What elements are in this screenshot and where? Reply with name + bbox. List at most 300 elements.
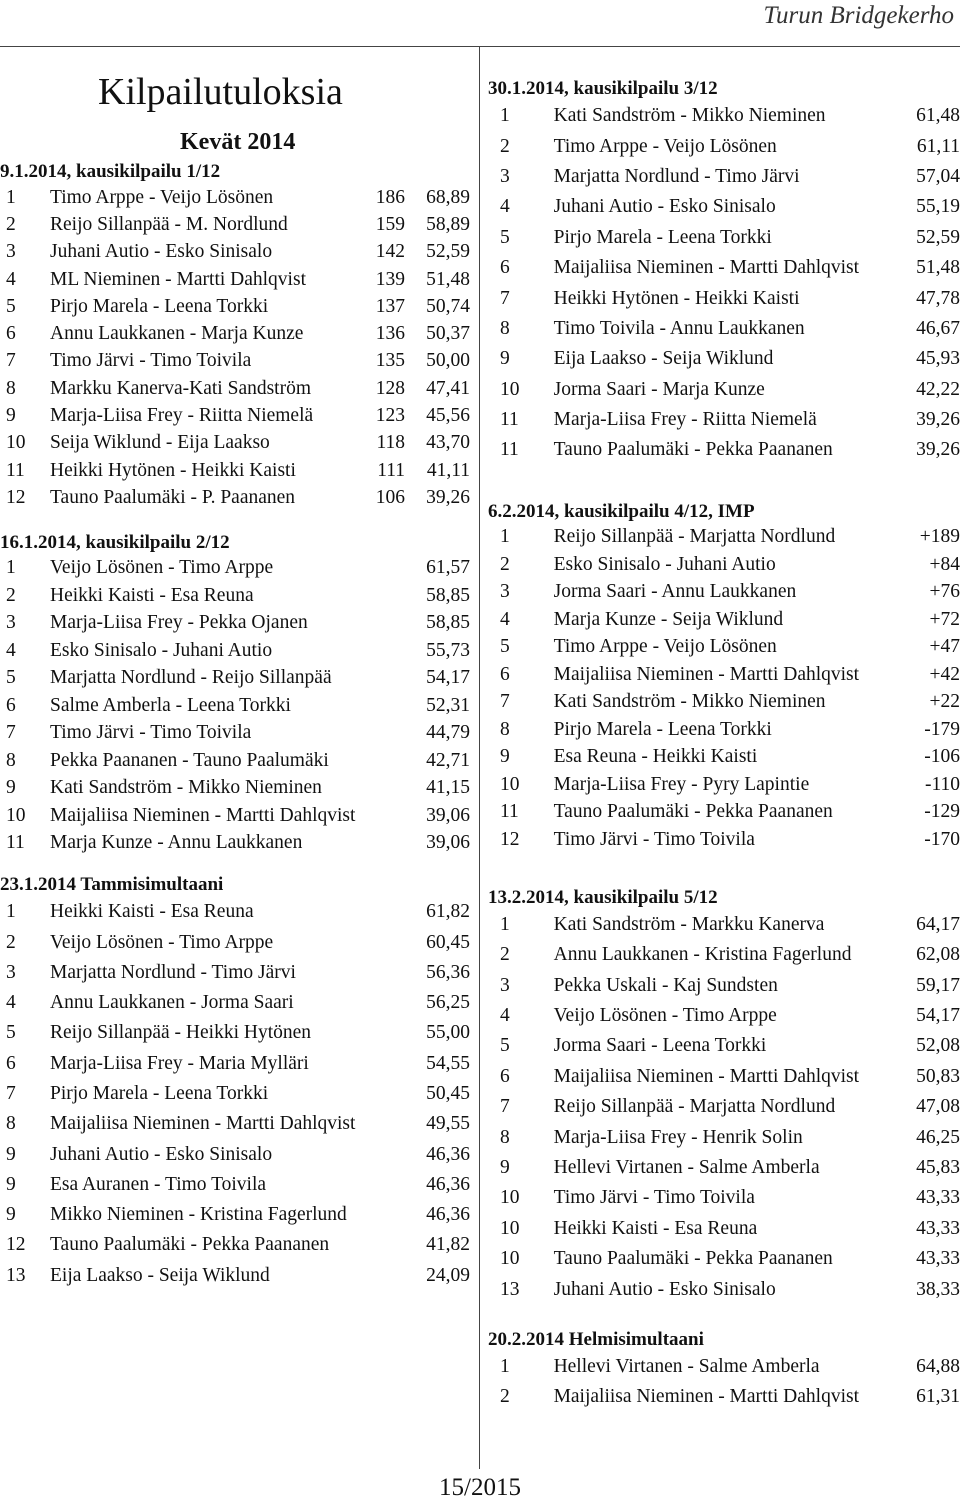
pair-name-cell: Veijo Lösönen - Timo Arppe (50, 557, 274, 579)
results-section-3 (0, 873, 470, 1291)
rank-cell: 9 (6, 1143, 16, 1165)
result-row (0, 239, 470, 266)
rank-cell: 9 (6, 1173, 16, 1195)
pair-name-cell: Pirjo Marela - Leena Torkki (50, 1082, 269, 1104)
rank-cell: 8 (500, 718, 510, 740)
rank-cell: 2 (6, 931, 16, 953)
result-row (0, 555, 470, 583)
pair-name-cell: Tauno Paalumäki - P. Paananen (50, 486, 296, 508)
score-cell: 38,33 (916, 1278, 960, 1300)
page-number: 15/2015 (439, 1474, 521, 1501)
rank-cell: 2 (500, 1385, 510, 1407)
page-title: Kilpailutuloksia (98, 71, 343, 113)
pair-name-cell: Tauno Paalumäki - Pekka Paananen (553, 1248, 833, 1270)
results-table (488, 1352, 960, 1412)
score-cell: 55,19 (916, 196, 960, 218)
pair-name-cell: Veijo Lösönen - Timo Arppe (50, 931, 274, 953)
score-cell: 68,89 (426, 186, 470, 208)
rank-cell: 6 (500, 663, 510, 685)
score-cell: +72 (929, 608, 960, 630)
result-row (488, 1153, 960, 1183)
result-row (488, 1352, 960, 1382)
pair-name-cell: Jorma Saari - Annu Laukkanen (553, 581, 797, 603)
pair-name-cell: Pekka Paananen - Tauno Paalumäki (50, 749, 329, 771)
result-row (488, 799, 960, 827)
result-row (0, 375, 470, 402)
result-row (488, 970, 960, 1000)
rank-cell: 12 (6, 486, 26, 508)
rank-cell: 13 (500, 1278, 520, 1300)
rank-cell: 4 (6, 268, 16, 290)
result-row (488, 192, 960, 222)
rank-cell: 4 (500, 1005, 510, 1027)
pair-name-cell: Reijo Sillanpää - M. Nordlund (50, 213, 288, 235)
pair-name-cell: Heikki Kaisti - Esa Reuna (553, 1217, 758, 1239)
pair-name-cell: Salme Amberla - Leena Torkki (50, 694, 291, 716)
score-cell: 39,06 (426, 804, 470, 826)
score-cell: 46,67 (916, 317, 960, 339)
section-title: 6.2.2014, kausikilpailu 4/12, IMP (488, 500, 755, 522)
pair-name-cell: Marjatta Nordlund - Timo Järvi (50, 961, 296, 983)
pair-name-cell: Maijaliisa Nieminen - Martti Dahlqvist (50, 1113, 356, 1135)
result-row (488, 634, 960, 662)
pair-name-cell: Markku Kanerva-Kati Sandström (50, 377, 312, 399)
pair-name-cell: Eija Laakso - Seija Wiklund (553, 348, 774, 370)
pair-name-cell: Heikki Kaisti - Esa Reuna (50, 901, 254, 923)
score-cell: 50,00 (426, 350, 470, 372)
pair-name-cell: Marja Kunze - Annu Laukkanen (50, 832, 303, 854)
rank-cell: 5 (6, 1022, 16, 1044)
pair-name-cell: Heikki Hytönen - Heikki Kaisti (50, 459, 296, 481)
result-row (488, 1382, 960, 1412)
points-cell: 142 (375, 241, 405, 263)
rank-cell: 3 (6, 961, 16, 983)
season-heading: Kevät 2014 (180, 129, 296, 155)
rank-cell: 3 (6, 241, 16, 263)
rank-cell: 2 (500, 135, 510, 157)
score-cell: +189 (919, 526, 960, 548)
result-row (488, 606, 960, 634)
rank-cell: 8 (500, 317, 510, 339)
score-cell: 45,56 (426, 405, 470, 427)
pair-name-cell: Annu Laukkanen - Jorma Saari (50, 992, 294, 1014)
rank-cell: 8 (6, 1113, 16, 1135)
rank-cell: 11 (500, 439, 519, 461)
rank-cell: 6 (6, 1052, 16, 1074)
pair-name-cell: Juhani Autio - Esko Sinisalo (553, 196, 776, 218)
result-row (488, 162, 960, 192)
results-table (0, 184, 470, 512)
score-cell: +47 (929, 636, 960, 658)
pair-name-cell: Maijaliisa Nieminen - Martti Dahlqvist (553, 1065, 860, 1087)
pair-name-cell: Pirjo Marela - Leena Torkki (553, 226, 772, 248)
pair-name-cell: Hellevi Virtanen - Salme Amberla (553, 1355, 820, 1377)
points-cell: 139 (375, 268, 405, 290)
result-row (0, 184, 470, 211)
score-cell: 54,17 (426, 667, 470, 689)
result-row (488, 314, 960, 344)
result-row (0, 720, 470, 748)
rank-cell: 4 (500, 608, 510, 630)
rank-cell: 7 (6, 350, 16, 372)
score-cell: 50,37 (426, 323, 470, 345)
rank-cell: 9 (500, 348, 510, 370)
points-cell: 106 (375, 486, 405, 508)
score-cell: 47,78 (916, 287, 960, 309)
score-cell: 41,82 (426, 1234, 470, 1256)
score-cell: 46,25 (916, 1126, 960, 1148)
result-row (0, 320, 470, 347)
rank-cell: 1 (500, 526, 510, 548)
rank-cell: 9 (6, 405, 16, 427)
rank-cell: 10 (6, 804, 26, 826)
rank-cell: 8 (6, 377, 16, 399)
result-row (488, 771, 960, 799)
score-cell: 45,93 (916, 348, 960, 370)
result-row (488, 826, 960, 854)
result-row (0, 747, 470, 775)
score-cell: 61,31 (916, 1385, 960, 1407)
pair-name-cell: Kati Sandström - Mikko Nieminen (553, 105, 826, 127)
result-row (488, 744, 960, 772)
result-row (488, 1183, 960, 1213)
rank-cell: 11 (500, 801, 519, 823)
results-table (488, 524, 960, 854)
score-cell: 64,88 (916, 1355, 960, 1377)
pair-name-cell: Marjatta Nordlund - Timo Järvi (553, 165, 800, 187)
result-row (488, 910, 960, 940)
rank-cell: 7 (6, 1082, 16, 1104)
results-table (488, 101, 960, 466)
result-row (488, 1122, 960, 1152)
pair-name-cell: Marja-Liisa Frey - Maria Mylläri (50, 1052, 309, 1074)
result-row (0, 1139, 470, 1169)
result-row (488, 435, 960, 465)
result-row (488, 1062, 960, 1092)
rank-cell: 12 (500, 828, 520, 850)
score-cell: -110 (924, 773, 960, 795)
result-row (488, 344, 960, 374)
section-title: 30.1.2014, kausikilpailu 3/12 (488, 78, 718, 99)
score-cell: 51,48 (916, 257, 960, 279)
result-row (0, 958, 470, 988)
pair-name-cell: Esa Auranen - Timo Toivila (50, 1173, 267, 1195)
result-row (488, 101, 960, 131)
pair-name-cell: Juhani Autio - Esko Sinisalo (553, 1278, 776, 1300)
points-cell: 111 (377, 459, 405, 481)
score-cell: -129 (924, 801, 960, 823)
rank-cell: 5 (6, 667, 16, 689)
result-row (488, 524, 960, 552)
pair-name-cell: Eija Laakso - Seija Wiklund (50, 1264, 270, 1286)
results-section-1 (0, 160, 470, 512)
result-row (0, 988, 470, 1018)
pair-name-cell: Heikki Kaisti - Esa Reuna (50, 584, 254, 606)
score-cell: 46,36 (426, 1173, 470, 1195)
result-row (0, 1230, 470, 1260)
results-section-7 (488, 1328, 960, 1412)
result-row (488, 551, 960, 579)
pair-name-cell: Kati Sandström - Markku Kanerva (553, 913, 825, 935)
section-title: 23.1.2014 Tammisimultaani (0, 874, 224, 896)
score-cell: 43,33 (916, 1187, 960, 1209)
result-row (488, 1274, 960, 1304)
pair-name-cell: Annu Laukkanen - Marja Kunze (50, 323, 304, 345)
pair-name-cell: Timo Toivila - Annu Laukkanen (553, 317, 805, 339)
score-cell: 56,25 (426, 992, 470, 1014)
rank-cell: 1 (6, 186, 16, 208)
rank-cell: 3 (500, 974, 510, 996)
rank-cell: 2 (6, 584, 16, 606)
pair-name-cell: Mikko Nieminen - Kristina Fagerlund (50, 1204, 347, 1226)
score-cell: -170 (924, 828, 960, 850)
score-cell: 61,82 (426, 901, 470, 923)
result-row (0, 430, 470, 457)
result-row (488, 716, 960, 744)
score-cell: 61,48 (916, 105, 960, 127)
score-cell: 46,36 (426, 1143, 470, 1165)
pair-name-cell: Timo Arppe - Veijo Lösönen (553, 636, 777, 658)
pair-name-cell: Timo Arppe - Veijo Lösönen (553, 135, 777, 157)
result-row (0, 582, 470, 610)
result-row (488, 1031, 960, 1061)
result-row (488, 223, 960, 253)
result-row (0, 897, 470, 927)
section-title: 13.2.2014, kausikilpailu 5/12 (488, 886, 718, 908)
result-row (0, 211, 470, 238)
rank-cell: 9 (6, 1204, 16, 1226)
pair-name-cell: Kati Sandström - Mikko Nieminen (553, 691, 826, 713)
rank-cell: 5 (500, 1035, 510, 1057)
score-cell: 54,55 (426, 1052, 470, 1074)
result-row (488, 579, 960, 607)
rank-cell: 1 (500, 1355, 510, 1377)
points-cell: 135 (375, 350, 405, 372)
rank-cell: 13 (6, 1264, 26, 1286)
rank-cell: 5 (500, 226, 510, 248)
score-cell: 24,09 (426, 1264, 470, 1286)
rank-cell: 12 (6, 1234, 26, 1256)
rank-cell: 6 (6, 323, 16, 345)
rank-cell: 2 (500, 553, 510, 575)
rank-cell: 9 (6, 777, 16, 799)
result-row (488, 283, 960, 313)
score-cell: 61,11 (916, 135, 960, 157)
result-row (488, 131, 960, 161)
result-row (488, 375, 960, 405)
points-cell: 159 (375, 213, 405, 235)
rank-cell: 10 (6, 432, 26, 454)
pair-name-cell: Juhani Autio - Esko Sinisalo (50, 1143, 273, 1165)
score-cell: 58,85 (426, 612, 470, 634)
column-divider (479, 47, 480, 1469)
points-cell: 123 (375, 405, 405, 427)
rank-cell: 11 (6, 459, 25, 481)
score-cell: 43,70 (426, 432, 470, 454)
pair-name-cell: Jorma Saari - Leena Torkki (553, 1035, 767, 1057)
rank-cell: 8 (6, 749, 16, 771)
score-cell: 57,04 (916, 165, 960, 187)
rank-cell: 7 (500, 1096, 510, 1118)
score-cell: 51,48 (426, 268, 470, 290)
pair-name-cell: Esko Sinisalo - Juhani Autio (553, 553, 776, 575)
score-cell: 54,17 (916, 1005, 960, 1027)
rank-cell: 9 (500, 746, 510, 768)
pair-name-cell: Marja-Liisa Frey - Pyry Lapintie (553, 773, 810, 795)
section-title: 16.1.2014, kausikilpailu 2/12 (0, 531, 230, 553)
result-row (0, 1109, 470, 1139)
results-table (488, 910, 960, 1305)
result-row (0, 457, 470, 484)
result-row (0, 293, 470, 320)
pair-name-cell: Pirjo Marela - Leena Torkki (50, 295, 269, 317)
pair-name-cell: Esko Sinisalo - Juhani Autio (50, 639, 273, 661)
rank-cell: 10 (500, 1248, 520, 1270)
result-row (0, 1261, 470, 1291)
result-row (0, 775, 470, 803)
result-row (0, 1170, 470, 1200)
score-cell: 64,17 (916, 913, 960, 935)
score-cell: 39,26 (916, 439, 960, 461)
pair-name-cell: Jorma Saari - Marja Kunze (553, 378, 765, 400)
rank-cell: 5 (6, 295, 16, 317)
result-row (488, 253, 960, 283)
score-cell: 46,36 (426, 1204, 470, 1226)
pair-name-cell: Marja-Liisa Frey - Riitta Niemelä (553, 409, 817, 431)
rank-cell: 4 (6, 992, 16, 1014)
score-cell: +42 (929, 663, 960, 685)
rank-cell: 3 (500, 581, 510, 603)
rank-cell: 2 (6, 213, 16, 235)
rank-cell: 1 (6, 557, 16, 579)
rank-cell: 6 (500, 257, 510, 279)
rank-cell: 6 (6, 694, 16, 716)
pair-name-cell: Pekka Uskali - Kaj Sundsten (553, 974, 778, 996)
score-cell: 60,45 (426, 931, 470, 953)
pair-name-cell: Tauno Paalumäki - Pekka Paananen (553, 801, 833, 823)
rank-cell: 9 (500, 1157, 510, 1178)
score-cell: 58,85 (426, 584, 470, 606)
score-cell: 39,26 (916, 409, 960, 431)
rank-cell: 2 (500, 944, 510, 966)
rank-cell: 10 (500, 1187, 520, 1209)
pair-name-cell: Reijo Sillanpää - Heikki Hytönen (50, 1022, 312, 1044)
score-cell: 50,83 (916, 1065, 960, 1087)
pair-name-cell: Timo Järvi - Timo Toivila (553, 828, 755, 850)
pair-name-cell: Timo Järvi - Timo Toivila (553, 1187, 755, 1209)
score-cell: -179 (924, 718, 960, 740)
points-cell: 118 (376, 432, 405, 454)
score-cell: -106 (924, 746, 960, 768)
score-cell: +76 (929, 581, 960, 603)
points-cell: 128 (375, 377, 405, 399)
pair-name-cell: Timo Järvi - Timo Toivila (50, 722, 252, 744)
pair-name-cell: Heikki Hytönen - Heikki Kaisti (553, 287, 800, 309)
score-cell: 49,55 (426, 1113, 470, 1135)
result-row (488, 405, 960, 435)
score-cell: 41,11 (426, 459, 470, 481)
pair-name-cell: Marja Kunze - Seija Wiklund (553, 608, 784, 630)
pair-name-cell: Timo Järvi - Timo Toivila (50, 350, 252, 372)
rank-cell: 5 (500, 636, 510, 658)
score-cell: 59,17 (916, 974, 960, 996)
score-cell: 41,15 (426, 777, 470, 799)
points-cell: 186 (375, 186, 405, 208)
pair-name-cell: Juhani Autio - Esko Sinisalo (50, 241, 273, 263)
rank-cell: 4 (500, 196, 510, 218)
score-cell: 50,45 (426, 1082, 470, 1104)
pair-name-cell: Marja-Liisa Frey - Henrik Solin (553, 1126, 803, 1148)
score-cell: 62,08 (916, 944, 960, 966)
result-row (0, 802, 470, 830)
right-column (488, 77, 960, 1412)
score-cell: 39,26 (426, 486, 470, 508)
rank-cell: 10 (500, 1217, 520, 1239)
result-row (0, 830, 470, 858)
score-cell: 50,74 (426, 295, 470, 317)
score-cell: 44,79 (426, 722, 470, 744)
pair-name-cell: Tauno Paalumäki - Pekka Paananen (50, 1234, 330, 1256)
results-section-2 (0, 531, 470, 858)
section-title: 20.2.2014 Helmisimultaani (488, 1328, 704, 1350)
result-row (0, 1018, 470, 1048)
result-row (0, 637, 470, 665)
rank-cell: 1 (500, 105, 510, 127)
rank-cell: 3 (6, 612, 16, 634)
score-cell: 52,59 (426, 241, 470, 263)
result-row (488, 1214, 960, 1244)
score-cell: 55,73 (426, 639, 470, 661)
pair-name-cell: Seija Wiklund - Eija Laakso (50, 432, 270, 454)
score-cell: 52,31 (426, 694, 470, 716)
result-row (0, 1049, 470, 1079)
rank-cell: 1 (6, 901, 16, 923)
pair-name-cell: Marja-Liisa Frey - Pekka Ojanen (50, 612, 308, 634)
result-row (0, 610, 470, 638)
pair-name-cell: Maijaliisa Nieminen - Martti Dahlqvist (553, 663, 860, 685)
pair-name-cell: Marjatta Nordlund - Reijo Sillanpää (50, 667, 332, 689)
score-cell: 61,57 (426, 557, 470, 579)
result-row (0, 1079, 470, 1109)
score-cell: 52,08 (916, 1035, 960, 1057)
score-cell: 39,06 (426, 832, 470, 854)
pair-name-cell: Reijo Sillanpää - Marjatta Nordlund (553, 1096, 836, 1118)
rank-cell: 10 (500, 378, 520, 400)
rank-cell: 1 (500, 913, 510, 935)
section-title: 9.1.2014, kausikilpailu 1/12 (0, 161, 221, 182)
result-row (0, 484, 470, 511)
rank-cell: 7 (500, 287, 510, 309)
rank-cell: 11 (500, 409, 519, 431)
pair-name-cell: Esa Reuna - Heikki Kaisti (553, 746, 758, 768)
score-cell: 43,33 (916, 1217, 960, 1239)
rank-cell: 6 (500, 1065, 510, 1087)
pair-name-cell: Hellevi Virtanen - Salme Amberla (553, 1157, 820, 1178)
score-cell: 42,22 (916, 378, 960, 400)
score-cell: 56,36 (426, 961, 470, 983)
rank-cell: 3 (500, 165, 510, 187)
result-row (488, 661, 960, 689)
result-row (0, 692, 470, 720)
result-row (0, 1200, 470, 1230)
rank-cell: 11 (6, 832, 25, 854)
score-cell: 58,89 (426, 213, 470, 235)
result-row (0, 348, 470, 375)
pair-name-cell: Maijaliisa Nieminen - Martti Dahlqvist (553, 257, 860, 279)
pair-name-cell: Marja-Liisa Frey - Riitta Niemelä (50, 405, 314, 427)
points-cell: 137 (375, 295, 405, 317)
results-section-6 (488, 886, 960, 1305)
